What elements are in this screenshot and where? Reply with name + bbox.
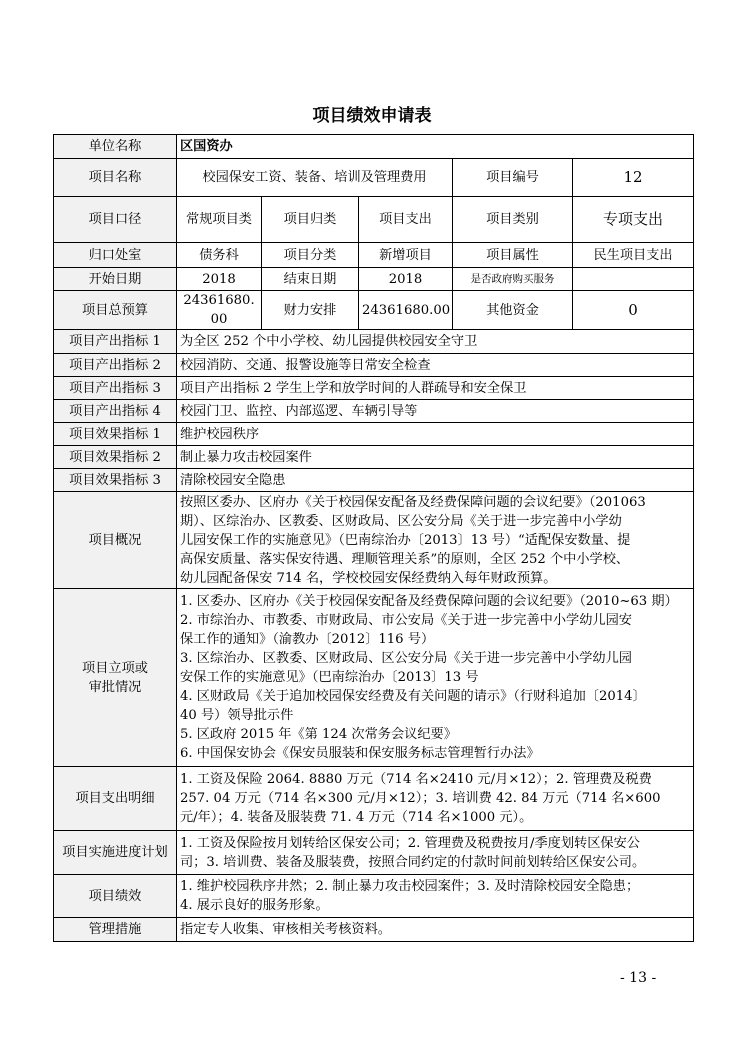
performance-line: 1. 维护校园秩序井然；2. 制止暴力攻击校园案件；3. 及时清除校园安全隐患； xyxy=(180,879,640,894)
project-name-label: 项目名称 xyxy=(54,159,177,197)
output-indicator-label: 项目产出指标 3 xyxy=(54,377,177,400)
output-indicator-value: 为全区 252 个中小学校、幼儿园提供校园安全守卫 xyxy=(177,330,694,354)
approval-label-line: 审批情况 xyxy=(88,679,142,695)
unit-label: 单位名称 xyxy=(54,135,177,159)
start-date-label: 开始日期 xyxy=(54,268,177,291)
project-attr-label: 项目属性 xyxy=(453,243,573,268)
expense-line: 1. 工资及保险 2064. 8880 万元（714 名×2410 元/月×12）；2. 管理费及税费 xyxy=(180,772,652,787)
project-caliber-label: 项目口径 xyxy=(54,197,177,243)
office-value: 债务科 xyxy=(177,243,262,268)
overview-label: 项目概况 xyxy=(54,492,177,589)
effect-indicator-label: 项目效果指标 1 xyxy=(54,423,177,446)
table-row xyxy=(54,492,694,589)
output-indicator-value: 校园门卫、监控、内部巡逻、车辆引导等 xyxy=(177,400,694,423)
project-name-value: 校园保安工资、装备、培训及管理费用 xyxy=(177,159,453,197)
table-row xyxy=(54,767,694,831)
overview-line: 期）、区综治办、区教委、区财政局、区公安分局《关于进一步完善中小学幼 xyxy=(180,513,622,529)
table-row xyxy=(54,268,694,291)
approval-line: 安保工作的实施意见》（巴南综治办〔2013〕13 号 xyxy=(180,670,479,685)
project-belong-value: 项目支出 xyxy=(359,197,453,243)
project-class-value: 新增项目 xyxy=(359,243,453,268)
expense-line: 257. 04 万元（714 名×300 元/月×12）；3. 培训费 42. 84 万元（714 名×600 xyxy=(180,791,661,806)
expense-label: 项目支出明细 xyxy=(54,767,177,831)
approval-text xyxy=(177,589,694,767)
table-row xyxy=(54,354,694,377)
end-date-label: 结束日期 xyxy=(262,268,359,291)
table-row xyxy=(54,918,694,942)
gov-purchase-value xyxy=(573,268,694,291)
overview-line: 按照区委办、区府办《关于校园保安配备及经费保障问题的会议纪要》（201063 xyxy=(180,494,646,510)
project-code-value: 12 xyxy=(573,159,694,197)
approval-line: 5. 区政府 2015 年《第 124 次常务会议纪要》 xyxy=(180,727,457,742)
project-attr-value: 民生项目支出 xyxy=(573,243,694,268)
project-caliber-value: 常规项目类 xyxy=(177,197,262,243)
table-row xyxy=(54,377,694,400)
other-funds-value: 0 xyxy=(573,291,694,330)
finance-label: 财力安排 xyxy=(262,291,359,330)
table-row xyxy=(54,243,694,268)
expense-line: 元/年）；4. 装备及服装费 71. 4 万元（714 名×1000 元）。 xyxy=(180,810,533,825)
table-row xyxy=(54,423,694,446)
table-row xyxy=(54,135,694,159)
overview-line: 儿园安保工作的实施意见》（巴南综治办〔2013〕13 号）“适配保安数量、提 xyxy=(180,532,631,548)
performance-line: 4. 展示良好的服务形象。 xyxy=(180,898,329,913)
project-code-label: 项目编号 xyxy=(453,159,573,197)
output-indicator-value: 校园消防、交通、报警设施等日常安全检查 xyxy=(177,354,694,377)
output-indicator-label: 项目产出指标 4 xyxy=(54,400,177,423)
start-date-value: 2018 xyxy=(177,268,262,291)
gov-purchase-label: 是否政府购买服务 xyxy=(453,268,573,291)
table-row xyxy=(54,446,694,469)
overview-line: 幼儿园配备保安 714 名，学校校园安保经费纳入每年财政预算。 xyxy=(180,570,557,586)
table-row xyxy=(54,400,694,423)
table-row xyxy=(54,330,694,354)
approval-line: 保工作的通知》（渝教办〔2012〕116 号） xyxy=(180,632,435,647)
expense-text xyxy=(177,767,694,831)
output-indicator-value: 项目产出指标 2 学生上学和放学时间的人群疏导和安全保卫 xyxy=(177,377,694,400)
effect-indicator-value: 制止暴力攻击校园案件 xyxy=(177,446,694,469)
effect-indicator-label: 项目效果指标 2 xyxy=(54,446,177,469)
total-budget-value: 24361680. 00 xyxy=(177,291,262,330)
project-category-label: 项目类别 xyxy=(453,197,573,243)
progress-line: 司；3. 培训费、装备及服装费，按照合同约定的付款时间前划转给区保安公司。 xyxy=(180,854,646,870)
table-row xyxy=(54,159,694,197)
table-row xyxy=(54,875,694,918)
project-category-value: 专项支出 xyxy=(573,197,694,243)
progress-plan-label: 项目实施进度计划 xyxy=(54,831,177,875)
effect-indicator-value: 清除校园安全隐患 xyxy=(177,469,694,492)
table-row xyxy=(54,197,694,243)
table-row xyxy=(54,831,694,875)
measures-label: 管理措施 xyxy=(54,918,177,942)
page-title: 项目绩效申请表 xyxy=(312,106,432,126)
performance-text xyxy=(177,875,694,918)
table-row xyxy=(54,291,694,330)
total-budget-label: 项目总预算 xyxy=(54,291,177,330)
approval-line: 2. 市综治办、市教委、市财政局、市公安局《关于进一步完善中小学幼儿园安 xyxy=(180,613,632,628)
other-funds-label: 其他资金 xyxy=(453,291,573,330)
table-row xyxy=(54,589,694,767)
approval-line: 4. 区财政局《关于追加校园保安经费及有关问题的请示》（行财科追加〔2014〕 xyxy=(180,689,646,704)
project-class-label: 项目分类 xyxy=(262,243,359,268)
output-indicator-label: 项目产出指标 2 xyxy=(54,354,177,377)
effect-indicator-label: 项目效果指标 3 xyxy=(54,469,177,492)
table-row xyxy=(54,469,694,492)
approval-label xyxy=(54,589,177,767)
approval-line: 3. 区综治办、区教委、区财政局、区公安分局《关于进一步完善中小学幼儿园 xyxy=(180,651,632,666)
effect-indicator-value: 维护校园秩序 xyxy=(177,423,694,446)
performance-application-table xyxy=(53,134,694,942)
progress-line: 1. 工资及保险按月划转给区保安公司；2. 管理费及税费按月/季度划转区保安公 xyxy=(180,835,640,851)
approval-line: 40 号）领导批示件 xyxy=(180,708,294,723)
end-date-value: 2018 xyxy=(359,268,453,291)
finance-value: 24361680.00 xyxy=(359,291,453,330)
page-number: - 13 - xyxy=(620,970,657,986)
overview-text xyxy=(177,492,694,589)
approval-line: 6. 中国保安协会《保安员服装和保安服务标志管理暂行办法》 xyxy=(180,746,540,761)
measures-value: 指定专人收集、审核相关考核资料。 xyxy=(177,918,694,942)
overview-line: 高保安质量、落实保安待遇、理顺管理关系”的原则，全区 252 个中小学校、 xyxy=(180,551,630,567)
progress-plan-text xyxy=(177,831,694,875)
unit-value: 区国资办 xyxy=(177,135,694,159)
project-belong-label: 项目归类 xyxy=(262,197,359,243)
approval-line: 1. 区委办、区府办《关于校园保安配备及经费保障问题的会议纪要》（2010~63 期） xyxy=(180,594,678,609)
output-indicator-label: 项目产出指标 1 xyxy=(54,330,177,354)
office-label: 归口处室 xyxy=(54,243,177,268)
performance-label: 项目绩效 xyxy=(54,875,177,918)
approval-label-line: 项目立项或 xyxy=(82,660,148,676)
